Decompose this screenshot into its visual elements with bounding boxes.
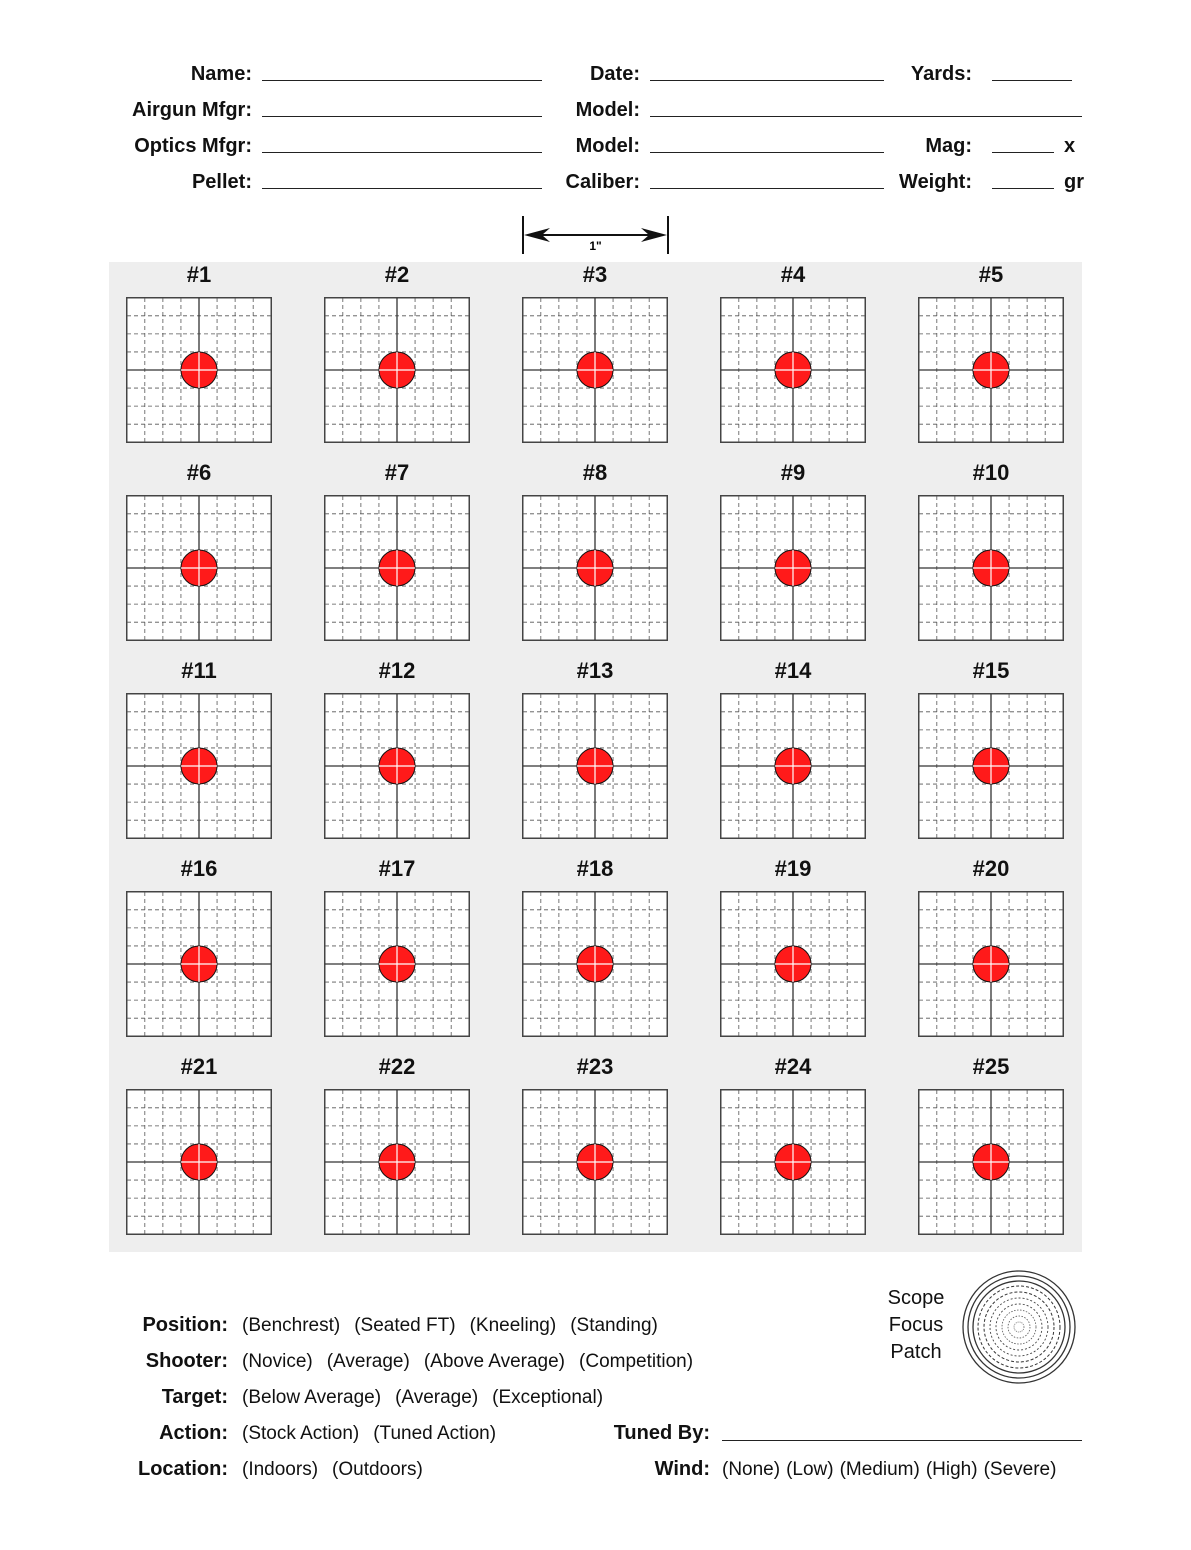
target-number: #22 [378, 1054, 416, 1079]
target-number: #19 [774, 856, 812, 881]
shooter-option[interactable]: (Above Average) [423, 1351, 566, 1372]
name-field[interactable] [262, 80, 542, 81]
position-option[interactable]: (Kneeling) [469, 1315, 557, 1336]
one-inch-ruler [522, 216, 669, 256]
target-number: #4 [780, 262, 806, 287]
target-cell [522, 658, 668, 843]
target-cell [720, 1054, 866, 1239]
target-grid[interactable] [324, 297, 470, 443]
target-number: #1 [186, 262, 212, 287]
tuned-by-label: Tuned By: [613, 1422, 710, 1444]
target-grid[interactable] [720, 1089, 866, 1235]
yards-label: Yards: [910, 63, 972, 85]
target-cell [126, 262, 272, 447]
target-cell [324, 460, 470, 645]
target-grid[interactable] [522, 297, 668, 443]
target-cell [126, 658, 272, 843]
target-number: #25 [972, 1054, 1010, 1079]
target-grid[interactable] [720, 297, 866, 443]
optics-model-label: Model: [575, 135, 640, 157]
weight-field[interactable] [992, 188, 1054, 189]
optics-model-field[interactable] [650, 152, 884, 153]
target-number: #8 [582, 460, 608, 485]
target-cell [720, 856, 866, 1041]
target-grid[interactable] [918, 693, 1064, 839]
pellet-field[interactable] [262, 188, 542, 189]
date-field[interactable] [650, 80, 884, 81]
shooter-label: Shooter: [145, 1350, 228, 1372]
location-option[interactable]: (Outdoors) [332, 1459, 423, 1480]
action-options [242, 1423, 510, 1445]
target-number: #3 [582, 262, 608, 287]
target-grid[interactable] [126, 495, 272, 641]
scope-focus-line2: Focus [888, 1314, 944, 1336]
shooter-options [242, 1351, 707, 1373]
optics-mfgr-field[interactable] [262, 152, 542, 153]
target-cell [720, 460, 866, 645]
target-grid[interactable] [126, 693, 272, 839]
target-quality-options [242, 1387, 617, 1409]
wind-option[interactable]: (Medium) [839, 1459, 920, 1480]
target-cell [918, 1054, 1064, 1239]
target-number: #6 [186, 460, 212, 485]
position-option[interactable]: (Seated FT) [354, 1315, 456, 1336]
wind-option[interactable]: (Severe) [983, 1459, 1057, 1480]
mag-field[interactable] [992, 152, 1054, 153]
target-cell [324, 262, 470, 447]
target-cell [522, 856, 668, 1041]
target-cell [126, 460, 272, 645]
scope-focus-line1: Scope [887, 1287, 945, 1309]
target-quality-option[interactable]: (Exceptional) [492, 1387, 604, 1408]
target-number: #15 [972, 658, 1010, 683]
target-number: #2 [384, 262, 410, 287]
target-number: #20 [972, 856, 1010, 881]
target-cell [324, 658, 470, 843]
shooter-option[interactable]: (Competition) [579, 1351, 694, 1372]
weight-unit: gr [1064, 171, 1084, 193]
target-grid[interactable] [522, 693, 668, 839]
target-cell [720, 658, 866, 843]
target-grid[interactable] [324, 495, 470, 641]
caliber-label: Caliber: [565, 171, 640, 193]
wind-option[interactable]: (None) [722, 1459, 781, 1480]
ruler-label: 1" [589, 239, 602, 253]
date-label: Date: [589, 63, 640, 85]
target-grid[interactable] [720, 693, 866, 839]
airgun-mfgr-label: Airgun Mfgr: [132, 99, 252, 121]
target-cell [126, 856, 272, 1041]
target-number: #12 [378, 658, 416, 683]
yards-field[interactable] [992, 80, 1072, 81]
scope-focus-patch-icon [960, 1268, 1078, 1386]
airgun-model-label: Model: [575, 99, 640, 121]
target-number: #17 [378, 856, 416, 881]
target-number: #13 [576, 658, 614, 683]
action-label: Action: [159, 1422, 228, 1444]
target-grid[interactable] [918, 891, 1064, 1037]
target-grid[interactable] [918, 495, 1064, 641]
target-number: #10 [972, 460, 1010, 485]
action-option[interactable]: (Tuned Action) [373, 1423, 497, 1444]
position-options [242, 1315, 672, 1337]
target-cell [324, 1054, 470, 1239]
target-cell [522, 262, 668, 447]
target-number: #21 [180, 1054, 218, 1079]
shooter-option[interactable]: (Novice) [242, 1351, 313, 1372]
target-grid[interactable] [918, 297, 1064, 443]
name-label: Name: [190, 63, 252, 85]
target-grid[interactable] [324, 891, 470, 1037]
wind-options [722, 1459, 1062, 1481]
target-grid[interactable] [324, 1089, 470, 1235]
tuned-by-field[interactable] [722, 1440, 1082, 1441]
target-grid[interactable] [126, 891, 272, 1037]
position-option[interactable]: (Benchrest) [242, 1315, 341, 1336]
action-option[interactable]: (Stock Action) [242, 1423, 360, 1444]
target-quality-option[interactable]: (Average) [395, 1387, 479, 1408]
target-number: #24 [774, 1054, 812, 1079]
target-number: #9 [780, 460, 806, 485]
target-cell [918, 460, 1064, 645]
target-number: #18 [576, 856, 614, 881]
target-cell [522, 460, 668, 645]
target-grid[interactable] [522, 1089, 668, 1235]
target-quality-option[interactable]: (Below Average) [242, 1387, 382, 1408]
target-grid[interactable] [126, 1089, 272, 1235]
target-cell [720, 262, 866, 447]
target-number: #7 [384, 460, 410, 485]
target-cell [918, 658, 1064, 843]
airgun-model-field[interactable] [650, 116, 1082, 117]
scope-focus-line3: Patch [890, 1341, 942, 1363]
target-cell [324, 856, 470, 1041]
target-cell [522, 1054, 668, 1239]
position-option[interactable]: (Standing) [570, 1315, 658, 1336]
target-cell [918, 856, 1064, 1041]
target-quality-label: Target: [161, 1386, 228, 1408]
pellet-label: Pellet: [191, 171, 252, 193]
airgun-mfgr-field[interactable] [262, 116, 542, 117]
target-grid-panel [109, 262, 1082, 1252]
location-options [242, 1459, 437, 1481]
target-number: #16 [180, 856, 218, 881]
target-cell [918, 262, 1064, 447]
wind-option[interactable]: (Low) [786, 1459, 834, 1480]
wind-label: Wind: [654, 1458, 710, 1480]
wind-option[interactable]: (High) [925, 1459, 978, 1480]
target-grid[interactable] [720, 495, 866, 641]
target-number: #11 [181, 658, 217, 683]
target-grid[interactable] [522, 891, 668, 1037]
target-number: #23 [576, 1054, 614, 1079]
scope-focus-text [876, 1285, 956, 1366]
target-cell [126, 1054, 272, 1239]
caliber-field[interactable] [650, 188, 884, 189]
optics-mfgr-label: Optics Mfgr: [134, 135, 252, 157]
location-option[interactable]: (Indoors) [242, 1459, 319, 1480]
target-grid[interactable] [324, 693, 470, 839]
shooter-option[interactable]: (Average) [326, 1351, 410, 1372]
target-grid[interactable] [126, 297, 272, 443]
target-grid[interactable] [720, 891, 866, 1037]
mag-unit: x [1064, 135, 1076, 157]
weight-label: Weight: [899, 171, 972, 193]
target-grid[interactable] [522, 495, 668, 641]
location-label: Location: [138, 1458, 228, 1480]
mag-label: Mag: [925, 135, 972, 157]
target-number: #14 [774, 658, 812, 683]
target-grid[interactable] [918, 1089, 1064, 1235]
position-label: Position: [142, 1314, 228, 1336]
target-number: #5 [978, 262, 1004, 287]
